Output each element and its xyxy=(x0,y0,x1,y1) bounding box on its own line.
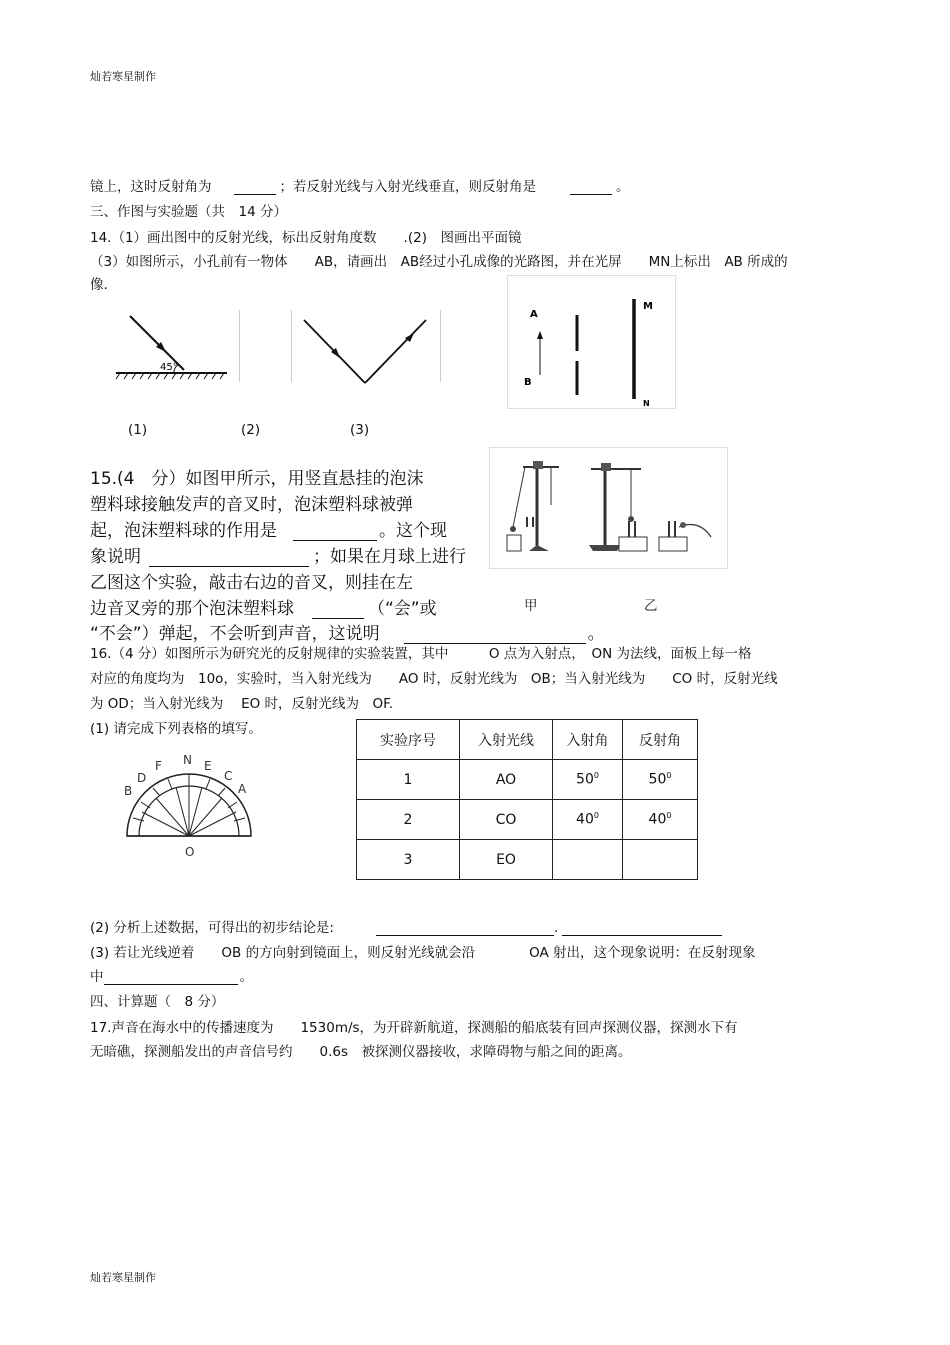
label-e: E xyxy=(204,759,212,773)
table-header: 实验序号 xyxy=(357,720,460,760)
question-17-line1: 17.声音在海水中的传播速度为 1530m/s，为开辟新航道，探测船的船底装有回声探测仪器，探测水下有 xyxy=(90,1020,738,1036)
experiment-table xyxy=(356,719,698,880)
question-15-line5: 乙图这个实验，敲击右边的音叉，则挂在左 xyxy=(90,573,413,593)
section-3-title: 三、作图与实验题（共 14 分） xyxy=(90,204,287,220)
label-d: D xyxy=(137,771,147,785)
question-15-line2: 塑料球接触发声的音叉时，泡沫塑料球被弹 xyxy=(90,495,413,515)
figure-14-2 xyxy=(296,308,446,388)
protractor-rays xyxy=(139,786,239,836)
label-a: A xyxy=(530,309,538,320)
question-16-sub3-line2: 中 。 xyxy=(90,969,253,985)
label-jia: 甲 xyxy=(524,598,538,614)
answer-blank[interactable] xyxy=(312,601,364,619)
reflected-ray xyxy=(365,320,426,383)
figure-frame xyxy=(508,276,676,409)
answer-cell[interactable] xyxy=(623,840,698,880)
protractor-figure xyxy=(118,748,258,860)
arrow-icon xyxy=(537,331,543,339)
answer-blank[interactable] xyxy=(562,921,722,936)
label-n: N xyxy=(183,753,192,767)
answer-blank[interactable] xyxy=(234,180,276,195)
question-15-line4: 象说明 ；如果在月球上进行 xyxy=(90,547,466,567)
table-row: 2 CO $40^0$ $40^0$ xyxy=(357,800,698,840)
figure-label-1: (1) xyxy=(128,422,148,438)
question-14-line1: 14.（1）画出图中的反射光线，标出反射角度数 .(2) 图画出平面镜 xyxy=(90,230,522,246)
label-n: N xyxy=(643,399,650,408)
label-b: B xyxy=(524,377,532,388)
question-15-line7: “不会”）弹起，不会听到声音，这说明 。 xyxy=(90,624,605,644)
table-row: 1 AO $50^0$ $50^0$ xyxy=(357,760,698,800)
stand-yi xyxy=(589,463,711,551)
divider xyxy=(440,310,441,382)
divider xyxy=(239,310,240,382)
question-16-line2: 对应的角度均为 10o，实验时，当入射光线为 AO 时，反射光线为 OB；当入射光线为 CO 时，反射光线 xyxy=(90,671,778,687)
divider xyxy=(291,310,292,382)
question-15-line6: 边音叉旁的那个泡沫塑料球 （“会”或 xyxy=(90,599,437,619)
table-header: 入射光线 xyxy=(460,720,553,760)
question-15-line3: 起，泡沫塑料球的作用是 。这个现 xyxy=(90,521,447,541)
answer-blank[interactable] xyxy=(149,549,309,567)
section-4-title: 四、计算题（ 8 分） xyxy=(90,994,225,1010)
stand-jia xyxy=(507,461,559,551)
label-yi: 乙 xyxy=(644,598,658,614)
table-row: 3 EO xyxy=(357,840,698,880)
page-footer: 灿若寒星制作 xyxy=(90,1271,156,1284)
label-b: B xyxy=(124,784,133,798)
question-13-tail: 镜上，这时反射角为 ；若反射光线与入射光线垂直，则反射角是 。 xyxy=(90,179,630,195)
answer-blank[interactable] xyxy=(570,180,612,195)
label-a: A xyxy=(238,782,247,796)
question-17-line2: 无暗礁，探测船发出的声音信号约 0.6s 被探测仪器接收，求障碍物与船之间的距离。 xyxy=(90,1044,632,1060)
question-16-sub1: (1) 请完成下列表格的填写。 xyxy=(90,721,262,737)
answer-blank[interactable] xyxy=(104,970,238,985)
answer-cell[interactable] xyxy=(553,840,623,880)
question-15-line1: 15.(4 分）如图甲所示，用竖直悬挂的泡沫 xyxy=(90,469,424,489)
figure-label-3: (3) xyxy=(350,422,370,438)
figure-14-1 xyxy=(112,308,247,388)
label-f: F xyxy=(155,759,162,773)
question-14-line2: （3）如图所示，小孔前有一物体 AB，请画出 AB经过小孔成像的光路图，并在光屏 MN上标出 AB 所成的 xyxy=(90,254,788,270)
table-header: 入射角 xyxy=(553,720,623,760)
table-header-row xyxy=(357,720,698,760)
angle-label: 45° xyxy=(160,362,178,373)
question-16-sub3-line1: (3) 若让光线逆着 OB 的方向射到镜面上，则反射光线就会沿 OA 射出，这个现象说明：在反射现象 xyxy=(90,945,756,961)
answer-blank[interactable] xyxy=(293,523,377,541)
answer-blank[interactable] xyxy=(376,921,554,936)
tuning-fork-figure xyxy=(489,447,729,569)
figure-label-2: (2) xyxy=(241,422,261,438)
question-14-line3: 像. xyxy=(90,277,108,293)
label-c: C xyxy=(224,769,233,783)
figure-14-3 xyxy=(507,275,677,410)
question-16-line1: 16.（4 分）如图所示为研究光的反射规律的实验装置，其中 O 点为入射点， ON 为法线，面板上每一格 xyxy=(90,646,752,662)
label-o: O xyxy=(185,845,195,859)
page-header: 灿若寒星制作 xyxy=(90,70,156,83)
table-header: 反射角 xyxy=(623,720,698,760)
question-16-line3: 为 OD；当入射光线为 EO 时，反射光线为 OF. xyxy=(90,696,394,712)
question-16-sub2: (2) 分析上述数据，可得出的初步结论是: . xyxy=(90,916,722,936)
label-m: M xyxy=(643,301,653,312)
